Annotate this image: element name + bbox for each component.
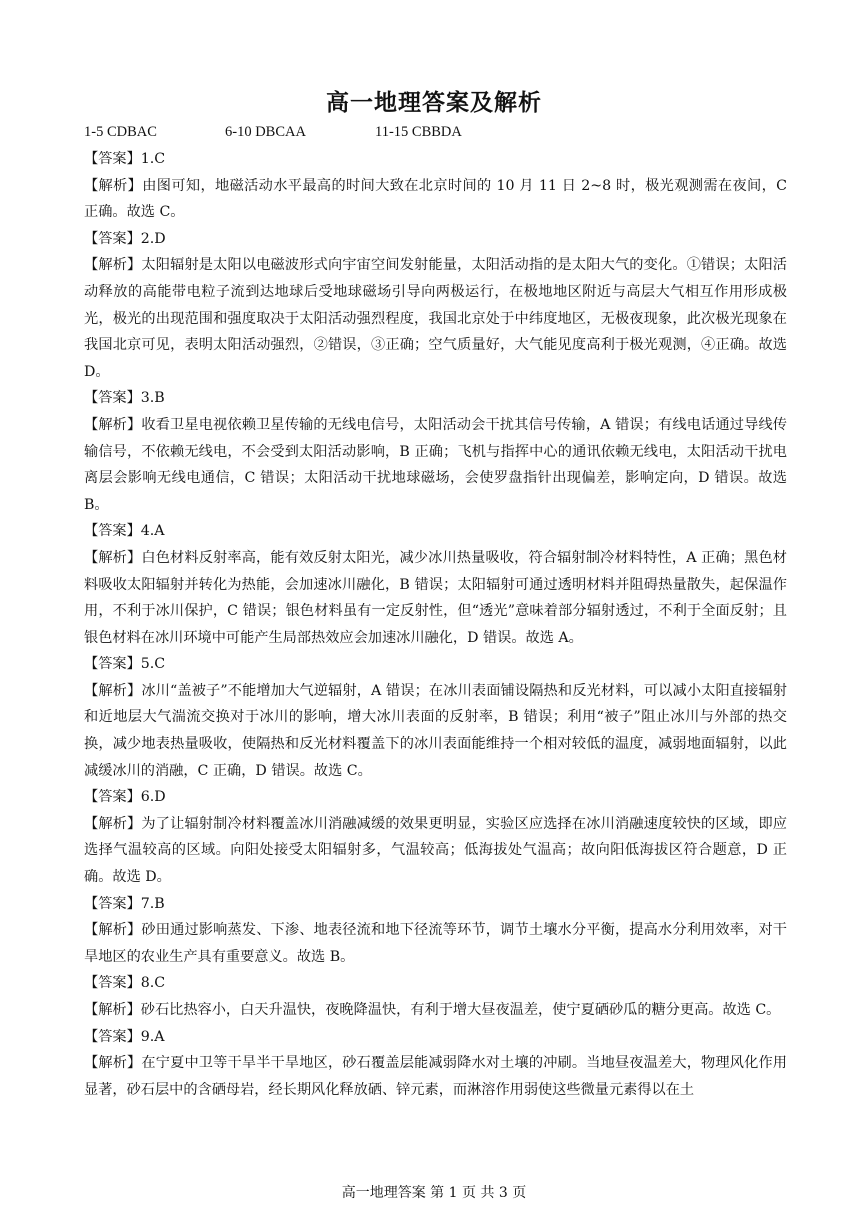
- analysis-paragraph-6: 【解析】为了让辐射制冷材料覆盖冰川消融减缓的效果更明显，实验区应选择在冰川消融速度较快的区域，即应选择气温较高的区域。向阳处接受太阳辐射多，气温较高；低海拔处气温高；故向阳低海拔区符合题意，D 正确。故选 D。: [84, 815, 787, 886]
- analysis-paragraph-7: 【解析】砂田通过影响蒸发、下渗、地表径流和地下径流等环节，调节土壤水分平衡，提高水分利用效率，对干旱地区的农业生产具有重要意义。故选 B。: [84, 922, 787, 965]
- answer-label-8: 【答案】8.C: [84, 975, 166, 992]
- answer-key-group-1: 1-5 CDBAC: [84, 124, 157, 140]
- answer-label-9: 【答案】9.A: [84, 1028, 165, 1045]
- answer-label-6: 【答案】6.D: [84, 789, 166, 806]
- answer-label-4: 【答案】4.A: [84, 523, 165, 540]
- analysis-paragraph-1: 【解析】由图可知，地磁活动水平最高的时间大致在北京时间的 10 月 11 日 2~8 时，极光观测需在夜间，C 正确。故选 C。: [84, 177, 787, 221]
- answer-label-2: 【答案】2.D: [84, 230, 166, 247]
- answer-key-row: [84, 124, 784, 148]
- analysis-paragraph-2: 【解析】太阳辐射是太阳以电磁波形式向宇宙空间发射能量，太阳活动指的是太阳大气的变化。①错误；太阳活动释放的高能带电粒子流到达地球后受地球磁场引导向两极运行，在极地地区附近与高层大气相互作用形成极光，极光的出现范围和强度取决于太阳活动强烈程度，我国北京处于中纬度地区，无极夜现象，此次极光现象在我国北京可见，表明太阳活动强烈，②错误，③正确；空气质量好，大气能见度高利于极光观测，④正确。故选 D。: [84, 257, 787, 380]
- analysis-paragraph-9: 【解析】在宁夏中卫等干旱半干旱地区，砂石覆盖层能减弱降水对土壤的冲刷。当地昼夜温差大，物理风化作用显著，砂石层中的含硒母岩，经长期风化释放硒、锌元素，而淋溶作用弱使这些微量元素得以在土: [84, 1055, 787, 1098]
- answer-key-group-2: 6-10 DBCAA: [225, 124, 306, 140]
- answer-label-7: 【答案】7.B: [84, 895, 165, 912]
- analysis-paragraph-8: 【解析】砂石比热容小，白天升温快，夜晚降温快，有利于增大昼夜温差，使宁夏硒砂瓜的糖分更高。故选 C。: [84, 1002, 781, 1018]
- page-footer: 高一地理答案 第 1 页 共 3 页: [341, 1185, 527, 1201]
- answer-list: [84, 146, 787, 1103]
- analysis-paragraph-3: 【解析】收看卫星电视依赖卫星传输的无线电信号，太阳活动会干扰其信号传输，A 错误；有线电话通过导线传输信号，不依赖无线电，不会受到太阳活动影响，B 正确；飞机与指挥中心的通讯依赖无线电，太阳活动干扰电离层会影响无线电通信，C 错误；太阳活动干扰地球磁场，会使罗盘指针出现偏差，影响定向，D 错误。故选 B。: [84, 416, 787, 513]
- answer-label-5: 【答案】5.C: [84, 656, 166, 673]
- analysis-paragraph-5: 【解析】冰川“盖被子”不能增加大气逆辐射，A 错误；在冰川表面铺设隔热和反光材料，可以减小太阳直接辐射和近地层大气湍流交换对于冰川的影响，增大冰川表面的反射率，B 错误；利用“被子”阻止冰川与外部的热交换，减少地表热量吸收，使隔热和反光材料覆盖下的冰川表面能维持一个相对较低的温度，减弱地面辐射，以此减缓冰川的消融，C 正确，D 错误。故选 C。: [84, 682, 787, 779]
- answer-label-3: 【答案】3.B: [84, 390, 165, 407]
- analysis-paragraph-4: 【解析】白色材料反射率高，能有效反射太阳光，减少冰川热量吸收，符合辐射制冷材料特性，A 正确；黑色材料吸收太阳辐射并转化为热能，会加速冰川融化，B 错误；太阳辐射可通过透明材料并阻碍热量散失，起保温作用，不利于冰川保护，C 错误；银色材料虽有一定反射性，但“透光”意味着部分辐射透过，不利于全面反射；且银色材料在冰川环境中可能产生局部热效应会加速冰川融化，D 错误。故选 A。: [84, 549, 787, 646]
- answer-key-group-3: 11-15 CBBDA: [375, 124, 462, 140]
- page-title: 高一地理答案及解析: [326, 90, 542, 116]
- answer-label-1: 【答案】1.C: [84, 151, 166, 167]
